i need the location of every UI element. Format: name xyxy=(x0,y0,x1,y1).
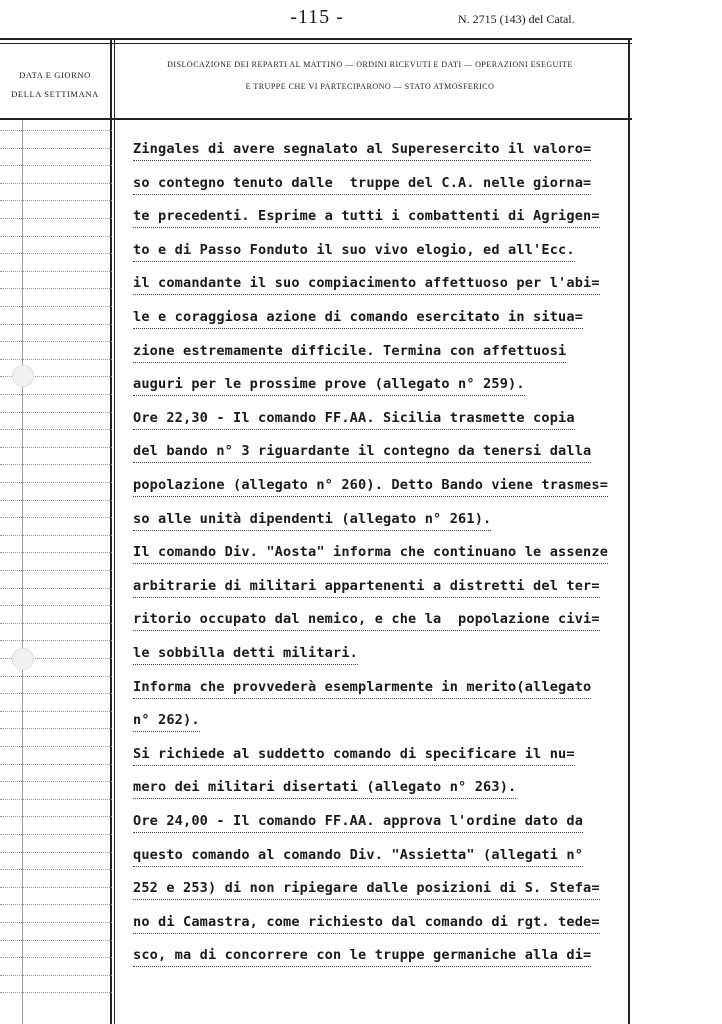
ruled-line xyxy=(0,887,112,888)
header-date-column xyxy=(0,66,110,104)
text-line: Zingales di avere segnalato al Superesercito il valoro= xyxy=(133,140,591,161)
text-line: zione estremamente difficile. Termina con affettuosi xyxy=(133,342,566,363)
ruled-line xyxy=(0,992,112,993)
header-top-rule xyxy=(0,38,632,40)
ruled-line xyxy=(0,165,112,166)
date-column-rules xyxy=(0,130,112,1024)
ruled-line xyxy=(0,359,112,360)
ruled-line xyxy=(0,253,112,254)
ruled-line xyxy=(0,570,112,571)
ruled-line xyxy=(0,148,112,149)
header-operations-line2: E TRUPPE CHE VI PARTECIPARONO — STATO ATMOSFERICO xyxy=(245,82,495,91)
ruled-line xyxy=(0,412,112,413)
text-line: Ore 22,30 - Il comando FF.AA. Sicilia trasmette copia xyxy=(133,409,575,430)
ruled-line xyxy=(0,852,112,853)
ruled-line xyxy=(0,728,112,729)
ruled-line xyxy=(0,746,112,747)
page-number: -115 - xyxy=(290,6,344,28)
header-operations-column xyxy=(120,54,620,98)
text-line: Ore 24,00 - Il comando FF.AA. approva l'ordine dato da xyxy=(133,812,583,833)
ruled-line xyxy=(0,288,112,289)
text-line: so contegno tenuto dalle truppe del C.A. nelle giorna= xyxy=(133,174,591,195)
ruled-line xyxy=(0,676,112,677)
ruled-line xyxy=(0,482,112,483)
ruled-line xyxy=(0,183,112,184)
ruled-line xyxy=(0,640,112,641)
ruled-line xyxy=(0,693,112,694)
ruled-line xyxy=(0,869,112,870)
text-line: 252 e 253) di non ripiegare dalle posizioni di S. Stefa= xyxy=(133,879,600,900)
ruled-line xyxy=(0,957,112,958)
ruled-line xyxy=(0,764,112,765)
ruled-line xyxy=(0,500,112,501)
text-line: to e di Passo Fonduto il suo vivo elogio, ed all'Ecc. xyxy=(133,241,575,262)
text-line: Si richiede al suddetto comando di specificare il nu= xyxy=(133,745,575,766)
ruled-line xyxy=(0,429,112,430)
ruled-line xyxy=(0,394,112,395)
ruled-line xyxy=(0,306,112,307)
ruled-line xyxy=(0,799,112,800)
ruled-line xyxy=(0,535,112,536)
ruled-line xyxy=(0,605,112,606)
ruled-line xyxy=(0,218,112,219)
catalog-number: N. 2715 (143) del Catal. xyxy=(458,12,575,26)
ruled-line xyxy=(0,236,112,237)
ruled-line xyxy=(0,816,112,817)
text-line: popolazione (allegato n° 260). Detto Bando viene trasmes= xyxy=(133,476,608,497)
ruled-line xyxy=(0,711,112,712)
text-line: n° 262). xyxy=(133,711,200,732)
ruled-line xyxy=(0,975,112,976)
punch-hole-bottom xyxy=(12,648,34,670)
header-operations-line1: DISLOCAZIONE DEI REPARTI AL MATTINO — ORDINI RICEVUTI E DATI — OPERAZIONI ESEGUITE xyxy=(167,60,573,69)
ruled-line xyxy=(0,623,112,624)
text-line: so alle unità dipendenti (allegato n° 261). xyxy=(133,510,491,531)
text-line: le e coraggiosa azione di comando esercitato in situa= xyxy=(133,308,583,329)
text-line: arbitrarie di militari appartenenti a distretti del ter= xyxy=(133,577,600,598)
header-date-line2: DELLA SETTIMANA xyxy=(11,89,99,99)
text-line: no di Camastra, come richiesto dal comando di rgt. tede= xyxy=(133,913,600,934)
text-line: mero dei militari disertati (allegato n° 263). xyxy=(133,778,516,799)
ruled-line xyxy=(0,922,112,923)
text-line: auguri per le prossime prove (allegato n° 259). xyxy=(133,375,525,396)
text-line: Il comando Div. "Aosta" informa che continuano le assenze xyxy=(133,543,608,564)
text-line: le sobbilla detti militari. xyxy=(133,644,358,665)
ruled-line xyxy=(0,834,112,835)
ruled-line xyxy=(0,447,112,448)
text-line: Informa che provvederà esemplarmente in merito(allegato xyxy=(133,678,591,699)
ruled-line xyxy=(0,517,112,518)
ruled-line xyxy=(0,781,112,782)
ruled-line xyxy=(0,341,112,342)
ruled-line xyxy=(0,940,112,941)
text-line: te precedenti. Esprime a tutti i combattenti di Agrigen= xyxy=(133,207,600,228)
ruled-line xyxy=(0,200,112,201)
ruled-line xyxy=(0,588,112,589)
ruled-line xyxy=(0,552,112,553)
ruled-line xyxy=(0,271,112,272)
column-divider-left-inner xyxy=(114,38,115,1024)
header-date-line1: DATA E GIORNO xyxy=(19,70,91,80)
text-line: sco, ma di concorrere con le truppe germaniche alla di= xyxy=(133,946,591,967)
header-top-rule-inner xyxy=(0,43,632,44)
header-bottom-rule xyxy=(0,118,632,120)
ruled-line xyxy=(0,464,112,465)
right-margin-line xyxy=(628,38,630,1024)
ruled-line xyxy=(0,904,112,905)
text-line: del bando n° 3 riguardante il contegno da tenersi dalla xyxy=(133,442,591,463)
punch-hole-top xyxy=(12,365,34,387)
ruled-line xyxy=(0,130,112,131)
text-line: ritorio occupato dal nemico, e che la popolazione civi= xyxy=(133,610,600,631)
text-line: questo comando al comando Div. "Assietta" (allegati n° xyxy=(133,846,583,867)
ruled-line xyxy=(0,324,112,325)
text-line: il comandante il suo compiacimento affettuoso per l'abi= xyxy=(133,274,600,295)
